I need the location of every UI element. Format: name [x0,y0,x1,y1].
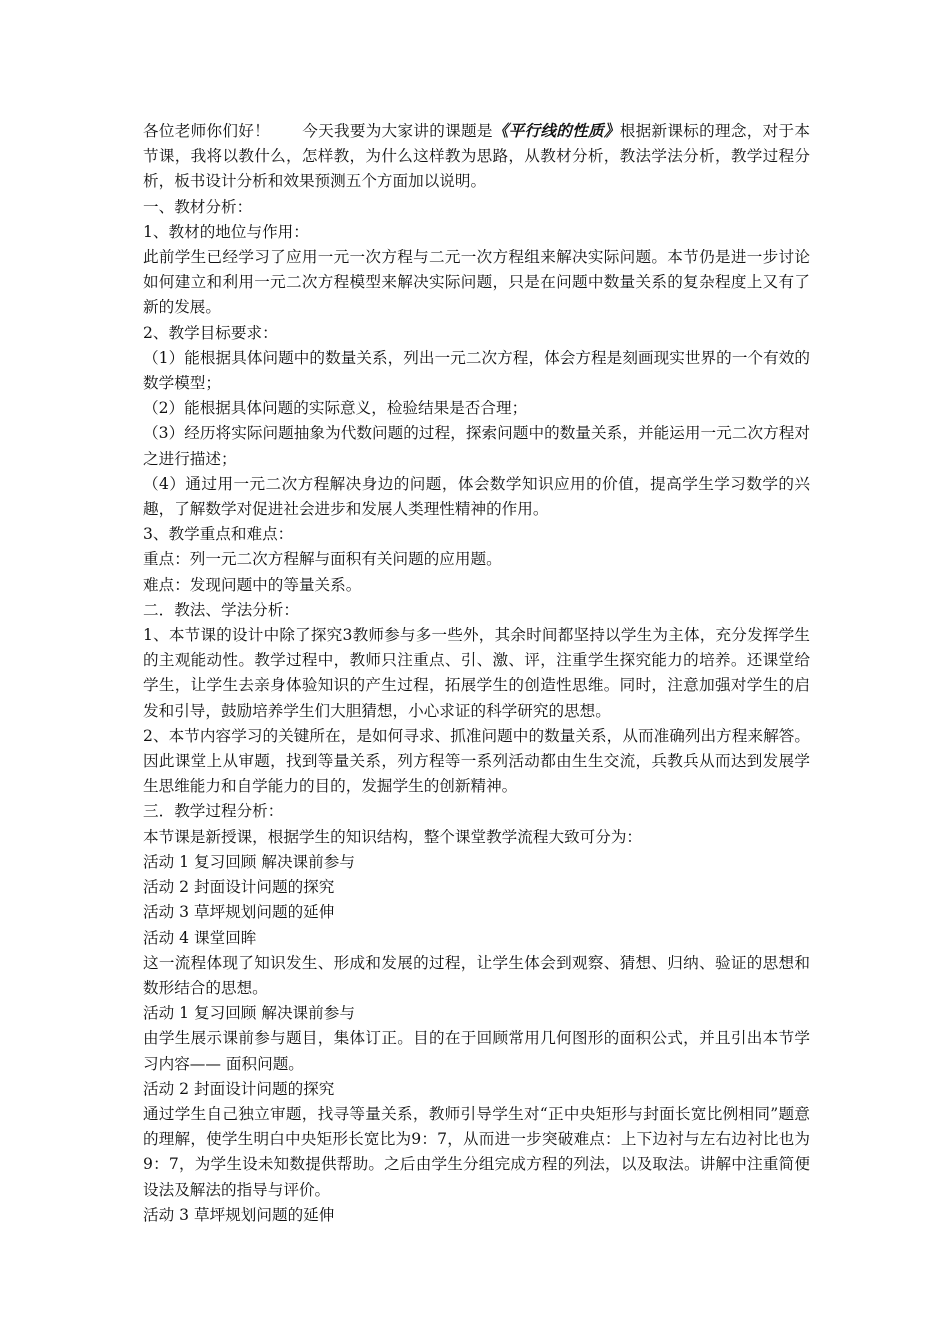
greeting-text: 各位老师你们好！ [143,122,270,140]
sub-heading: 2、教学目标要求： [143,323,278,342]
body-paragraph: 这一流程体现了知识发生、形成和发展的过程，让学生体会到观察、猜想、归纳、验证的思想和数形结合的思想。 [143,953,810,997]
difficult-point: 难点：发现问题中的等量关系。 [143,575,362,594]
lead-text: 今天我要为大家讲的课题是 [302,122,493,140]
intro-rest-text: 根据新课标的理念，对于本节课，我将以教什么，怎样教，为什么这样教为思路，从教材分析，教法学法分析，教学过程分析，板书设计分析和效果预测五个方面加以说明。 [143,122,810,191]
body-paragraph: 2、本节内容学习的关键所在，是如何寻求、抓准问题中的数量关系，从而准确列出方程来解答。因此课堂上从审题，找到等量关系，列方程等一系列活动都由生生交流，兵教兵从而达到发展学生思维能力和自学能力的目的，发掘学生的创新精神。 [143,726,810,796]
sub-heading: 3、教学重点和难点： [143,525,294,544]
section-heading: 二．教法、学法分析： [143,600,299,619]
activity-line: 活动 3 草坪规划问题的延伸 [143,1205,335,1224]
body-paragraph: 通过学生自己独立审题，找寻等量关系，教师引导学生对“正中央矩形与封面长宽比例相同”题意的理解，使学生明白中央矩形长宽比为9：7，从而进一步突破难点：上下边衬与左右边衬比也为9：7，为学生设未知数提供帮助。之后由学生分组完成方程的列法，以及取法。讲解中注重简便设法及解法的指导与评价。 [143,1104,810,1199]
lesson-topic: 《平行线的性质》 [492,121,620,140]
body-paragraph: 由学生展示课前参与题目，集体订正。目的在于回顾常用几何图形的面积公式，并且引出本节学习内容—— 面积问题。 [143,1029,810,1073]
goal-item: （3）经历将实际问题抽象为代数问题的过程，探索问题中的数量关系，并能运用一元二次方程对之进行描述； [143,424,810,468]
goal-item: （2）能根据具体问题的实际意义，检验结果是否合理； [143,399,528,418]
section-heading: 一、教材分析： [143,197,253,216]
activity-line: 活动 1 复习回顾 解决课前参与 [143,852,355,871]
activity-line: 活动 2 封面设计问题的探究 [143,1079,335,1098]
activity-line: 活动 4 课堂回眸 [143,928,257,947]
activity-line: 活动 1 复习回顾 解决课前参与 [143,1004,355,1023]
sub-heading: 1、教材的地位与作用： [143,222,309,241]
key-point: 重点：列一元二次方程解与面积有关问题的应用题。 [143,550,502,569]
activity-line: 活动 2 封面设计问题的探究 [143,878,335,897]
intro-paragraph [143,118,810,195]
body-paragraph: 1、本节课的设计中除了探究3教师参与多一些外，其余时间都坚持以学生为主体，充分发挥学生的主观能动性。教学过程中，教师只注重点、引、激、评，注重学生探究能力的培养。还课堂给学生，让学生去亲身体验知识的产生过程，拓展学生的创造性思维。同时，注意加强对学生的启发和引导，鼓励培养学生们大胆猜想，小心求证的科学研究的思想。 [143,626,810,720]
activity-line: 活动 3 草坪规划问题的延伸 [143,903,335,922]
section-heading: 三．教学过程分析： [143,802,284,821]
body-paragraph: 本节课是新授课，根据学生的知识结构，整个课堂教学流程大致可分为： [143,827,643,846]
goal-item: （1）能根据具体问题中的数量关系，列出一元二次方程，体会方程是刻画现实世界的一个有效的数学模型； [143,348,810,393]
body-paragraph: 此前学生已经学习了应用一元一次方程与二元一次方程组来解决实际问题。本节仍是进一步讨论如何建立和利用一元二次方程模型来解决实际问题，只是在问题中数量关系的复杂程度上又有了新的发展。 [143,248,810,317]
goal-item: （4）通过用一元二次方程解决身边的问题，体会数学知识应用的价值，提高学生学习数学的兴趣，了解数学对促进社会进步和发展人类理性精神的作用。 [143,474,810,519]
